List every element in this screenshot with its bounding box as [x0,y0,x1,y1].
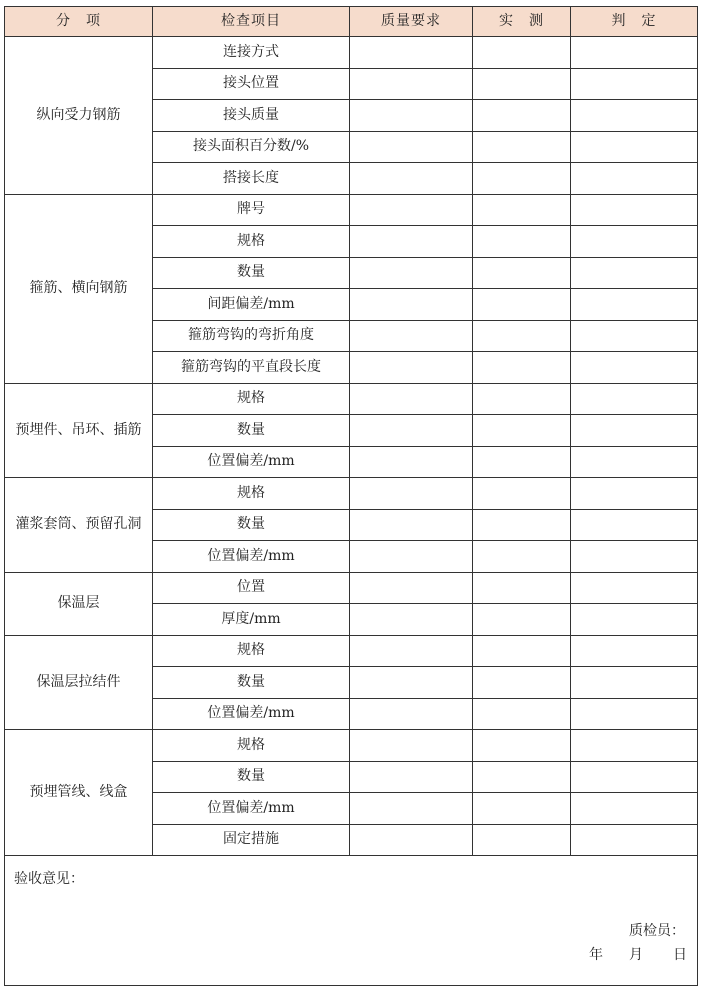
quality-requirement-cell[interactable] [350,131,473,163]
check-item-cell: 规格 [153,478,350,510]
table-row [5,383,698,415]
check-item-cell: 位置偏差/mm [153,541,350,573]
judgement-cell[interactable] [571,352,698,384]
measured-cell[interactable] [473,635,571,667]
quality-requirement-cell[interactable] [350,194,473,226]
judgement-cell[interactable] [571,730,698,762]
header-judgement: 判 定 [571,7,698,37]
quality-requirement-cell[interactable] [350,68,473,100]
acceptance-area[interactable] [5,856,698,986]
check-item-cell: 规格 [153,226,350,258]
measured-cell[interactable] [473,415,571,447]
check-item-cell: 数量 [153,509,350,541]
measured-cell[interactable] [473,226,571,258]
footer-row [5,856,698,986]
judgement-cell[interactable] [571,163,698,195]
header-check-item: 检查项目 [153,7,350,37]
judgement-cell[interactable] [571,761,698,793]
measured-cell[interactable] [473,37,571,69]
check-item-cell: 规格 [153,730,350,762]
judgement-cell[interactable] [571,68,698,100]
measured-cell[interactable] [473,824,571,856]
measured-cell[interactable] [473,509,571,541]
measured-cell[interactable] [473,289,571,321]
table-row [5,478,698,510]
check-item-cell: 位置偏差/mm [153,446,350,478]
quality-requirement-cell[interactable] [350,509,473,541]
measured-cell[interactable] [473,478,571,510]
month-label: 月 [629,947,643,963]
judgement-cell[interactable] [571,226,698,258]
category-cell: 灌浆套筒、预留孔洞 [5,478,153,573]
measured-cell[interactable] [473,100,571,132]
quality-requirement-cell[interactable] [350,635,473,667]
check-item-cell: 连接方式 [153,37,350,69]
measured-cell[interactable] [473,163,571,195]
day-label: 日 [673,947,687,963]
check-item-cell: 规格 [153,383,350,415]
quality-requirement-cell[interactable] [350,37,473,69]
quality-requirement-cell[interactable] [350,320,473,352]
check-item-cell: 箍筋弯钩的平直段长度 [153,352,350,384]
check-item-cell: 位置偏差/mm [153,793,350,825]
judgement-cell[interactable] [571,478,698,510]
judgement-cell[interactable] [571,667,698,699]
quality-requirement-cell[interactable] [350,100,473,132]
category-cell: 保温层拉结件 [5,635,153,730]
judgement-cell[interactable] [571,320,698,352]
date-line [589,948,687,963]
table-row [5,635,698,667]
measured-cell[interactable] [473,730,571,762]
check-item-cell: 搭接长度 [153,163,350,195]
measured-cell[interactable] [473,131,571,163]
judgement-cell[interactable] [571,446,698,478]
quality-requirement-cell[interactable] [350,572,473,604]
check-item-cell: 厚度/mm [153,604,350,636]
header-category: 分 项 [5,7,153,37]
category-cell: 预埋件、吊环、插筋 [5,383,153,478]
judgement-cell[interactable] [571,415,698,447]
header-measured: 实 测 [473,7,571,37]
judgement-cell[interactable] [571,37,698,69]
check-item-cell: 间距偏差/mm [153,289,350,321]
measured-cell[interactable] [473,383,571,415]
check-item-cell: 数量 [153,667,350,699]
quality-requirement-cell[interactable] [350,415,473,447]
judgement-cell[interactable] [571,289,698,321]
judgement-cell[interactable] [571,604,698,636]
category-cell: 箍筋、横向钢筋 [5,194,153,383]
check-item-cell: 接头位置 [153,68,350,100]
check-item-cell: 接头面积百分数/% [153,131,350,163]
quality-requirement-cell[interactable] [350,383,473,415]
judgement-cell[interactable] [571,131,698,163]
check-item-cell: 牌号 [153,194,350,226]
quality-requirement-cell[interactable] [350,824,473,856]
table-body [5,37,698,856]
quality-requirement-cell[interactable] [350,257,473,289]
check-item-cell: 位置偏差/mm [153,698,350,730]
measured-cell[interactable] [473,604,571,636]
quality-requirement-cell[interactable] [350,730,473,762]
measured-cell[interactable] [473,793,571,825]
category-cell: 纵向受力钢筋 [5,37,153,195]
check-item-cell: 数量 [153,257,350,289]
quality-requirement-cell[interactable] [350,667,473,699]
judgement-cell[interactable] [571,635,698,667]
measured-cell[interactable] [473,541,571,573]
check-item-cell: 固定措施 [153,824,350,856]
judgement-cell[interactable] [571,194,698,226]
quality-requirement-cell[interactable] [350,478,473,510]
check-item-cell: 箍筋弯钩的弯折角度 [153,320,350,352]
acceptance-opinion-label: 验收意见： [14,871,84,887]
quality-requirement-cell[interactable] [350,793,473,825]
quality-requirement-cell[interactable] [350,289,473,321]
measured-cell[interactable] [473,667,571,699]
measured-cell[interactable] [473,352,571,384]
table-row [5,730,698,762]
measured-cell[interactable] [473,320,571,352]
quality-requirement-cell[interactable] [350,541,473,573]
table-row [5,194,698,226]
check-item-cell: 规格 [153,635,350,667]
quality-requirement-cell[interactable] [350,761,473,793]
quality-requirement-cell[interactable] [350,446,473,478]
quality-requirement-cell[interactable] [350,226,473,258]
judgement-cell[interactable] [571,257,698,289]
check-item-cell: 接头质量 [153,100,350,132]
category-cell: 预埋管线、线盒 [5,730,153,856]
measured-cell[interactable] [473,194,571,226]
measured-cell[interactable] [473,572,571,604]
judgement-cell[interactable] [571,698,698,730]
header-quality-requirement: 质量要求 [350,7,473,37]
judgement-cell[interactable] [571,572,698,604]
judgement-cell[interactable] [571,541,698,573]
inspector-label: 质检员： [629,923,685,939]
judgement-cell[interactable] [571,824,698,856]
measured-cell[interactable] [473,761,571,793]
quality-requirement-cell[interactable] [350,698,473,730]
check-item-cell: 数量 [153,761,350,793]
judgement-cell[interactable] [571,793,698,825]
quality-requirement-cell[interactable] [350,352,473,384]
quality-requirement-cell[interactable] [350,163,473,195]
judgement-cell[interactable] [571,383,698,415]
category-cell: 保温层 [5,572,153,635]
table-row [5,37,698,69]
check-item-cell: 数量 [153,415,350,447]
measured-cell[interactable] [473,257,571,289]
judgement-cell[interactable] [571,100,698,132]
measured-cell[interactable] [473,698,571,730]
table-row [5,572,698,604]
year-label: 年 [589,947,603,963]
check-item-cell: 位置 [153,572,350,604]
judgement-cell[interactable] [571,509,698,541]
measured-cell[interactable] [473,446,571,478]
header-row [5,7,698,37]
inspection-table [4,6,698,986]
measured-cell[interactable] [473,68,571,100]
quality-requirement-cell[interactable] [350,604,473,636]
